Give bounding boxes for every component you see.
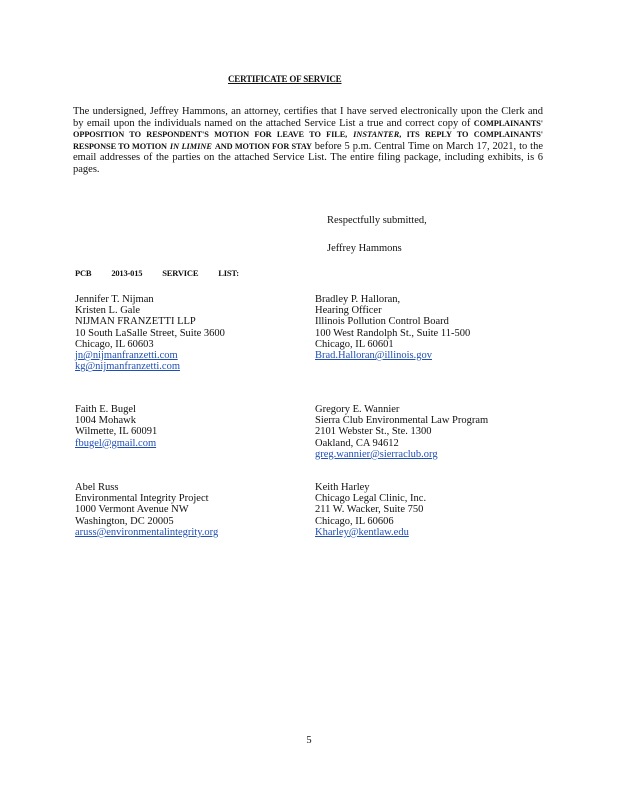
contact-line: Chicago, IL 60603 xyxy=(75,338,154,350)
contact-line: Kristen L. Gale xyxy=(75,305,141,317)
contact-line: Bradley P. Halloran, xyxy=(315,294,401,305)
email-link[interactable]: aruss@environmentalintegrity.org xyxy=(75,526,219,538)
contact-line: Wilmette, IL 60091 xyxy=(75,426,158,438)
contact-line: 100 West Randolph St., Suite 11-500 xyxy=(315,327,471,339)
email-link[interactable]: fbugel@gmail.com xyxy=(75,437,157,449)
contact-line: Sierra Club Environmental Law Program xyxy=(315,415,489,427)
certificate-body xyxy=(73,106,543,176)
service-entry-halloran xyxy=(315,294,470,361)
service-entry-russ xyxy=(75,482,240,538)
contact-line: Jennifer T. Nijman xyxy=(75,294,154,305)
document-title-part-b: , ITS REPLY TO COMPLAINANTS' RESPONSE TO MOTION xyxy=(73,130,544,151)
contact-line: Chicago, IL 60606 xyxy=(315,515,394,527)
contact-line: Gregory E. Wannier xyxy=(315,404,400,415)
contact-line: 211 W. Wacker, Suite 750 xyxy=(315,504,424,516)
contact-line: NIJMAN FRANZETTI LLP xyxy=(75,316,196,328)
contact-line: Illinois Pollution Control Board xyxy=(315,316,449,328)
service-list-heading: PCB 2013-015 SERVICE LIST: xyxy=(75,268,239,278)
document-title-instanter: INSTANTER xyxy=(353,130,400,140)
document-title-part-c: AND MOTION FOR STAY xyxy=(214,141,312,151)
contact-line: 2101 Webster St., Ste. 1300 xyxy=(315,426,432,438)
contact-line: Chicago Legal Clinic, Inc. xyxy=(315,493,427,505)
signature-name: Jeffrey Hammons xyxy=(327,243,402,254)
email-link[interactable]: greg.wannier@sierraclub.org xyxy=(315,448,438,460)
contact-line: Chicago, IL 60601 xyxy=(315,338,394,350)
signature-closing: Respectfully submitted, xyxy=(327,215,427,226)
service-entry-harley xyxy=(315,482,426,538)
email-link[interactable]: Brad.Halloran@illinois.gov xyxy=(315,350,432,362)
body-service-details: before 5 p.m. Central Time on March 17, 2021, to the email addresses of the parties on the attached Service List. The entire filing package, including exhibits, is 6 pages. xyxy=(73,140,543,175)
document-title-part-a: COMPLAINANTS' OPPOSITION TO RESPONDENT'S MOTION FOR LEAVE TO FILE, xyxy=(73,118,543,140)
email-link[interactable]: kg@nijmanfranzetti.com xyxy=(75,361,181,373)
contact-line: Environmental Integrity Project xyxy=(75,493,209,505)
service-entry-bugel xyxy=(75,404,157,449)
contact-line: Faith E. Bugel xyxy=(75,404,136,415)
contact-line: 1000 Vermont Avenue NW xyxy=(75,504,189,516)
body-intro: The undersigned, Jeffrey Hammons, an attorney, certifies that I have served electronically upon the Clerk and by email upon the individuals named on the attached Service List a true and correct copy of xyxy=(73,106,543,129)
document-title-in-limine: IN LIMINE xyxy=(169,141,212,151)
service-entry-wannier xyxy=(315,404,488,460)
email-link[interactable]: Kharley@kentlaw.edu xyxy=(315,526,409,538)
contact-line: Abel Russ xyxy=(75,482,119,493)
contact-line: Hearing Officer xyxy=(315,305,382,317)
contact-line: Oakland, CA 94612 xyxy=(315,437,399,449)
contact-line: 1004 Mohawk xyxy=(75,415,136,427)
contact-line: Washington, DC 20005 xyxy=(75,515,174,527)
contact-line: 10 South LaSalle Street, Suite 3600 xyxy=(75,327,225,339)
certificate-title: CERTIFICATE OF SERVICE xyxy=(228,74,342,84)
service-entry-nijman xyxy=(75,294,225,372)
email-link[interactable]: jn@nijmanfranzetti.com xyxy=(75,350,178,362)
page-number: 5 xyxy=(306,735,312,746)
contact-line: Keith Harley xyxy=(315,482,370,493)
